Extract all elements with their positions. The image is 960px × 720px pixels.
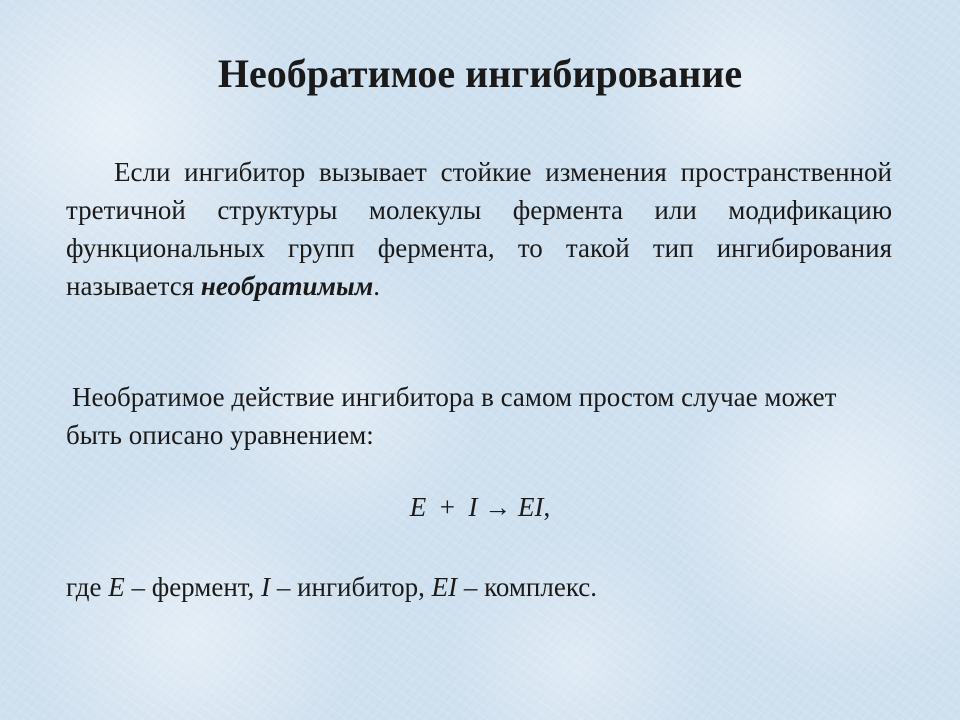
equation-enzyme: E bbox=[409, 492, 427, 522]
equation-comma: , bbox=[543, 492, 551, 522]
equation-complex: EI bbox=[518, 492, 544, 522]
legend-ei-symbol: EI bbox=[431, 572, 458, 602]
paragraph-definition bbox=[66, 153, 892, 305]
equation-plus: + bbox=[439, 492, 455, 522]
emphasis-term: необратимым bbox=[200, 271, 374, 301]
equation-inhibitor: I bbox=[468, 492, 478, 522]
legend-prefix: где bbox=[66, 572, 109, 602]
legend-ei-text: – комплекс. bbox=[457, 572, 598, 602]
slide-title: Необратимое ингибирование bbox=[217, 51, 743, 96]
equation-arrow: → bbox=[484, 492, 512, 522]
paragraph-definition-text: Если ингибитор вызывает стойкие изменения пространственной третичной структуры молекулы фермента или модификацию функциональных групп фермента, то такой тип ингибирования называется bbox=[66, 157, 892, 301]
legend-e-text: – фермент, bbox=[124, 572, 262, 602]
legend-i-symbol: I bbox=[261, 572, 271, 602]
legend-e-symbol: E bbox=[108, 572, 125, 602]
equation-legend bbox=[66, 572, 892, 603]
paragraph-equation-intro: Необратимое действие ингибитора в самом простом случае может быть описано уравнением: bbox=[66, 382, 837, 450]
reaction-equation bbox=[0, 492, 960, 523]
paragraph-definition-end: . bbox=[373, 271, 380, 301]
legend-i-text: – ингибитор, bbox=[270, 572, 432, 602]
